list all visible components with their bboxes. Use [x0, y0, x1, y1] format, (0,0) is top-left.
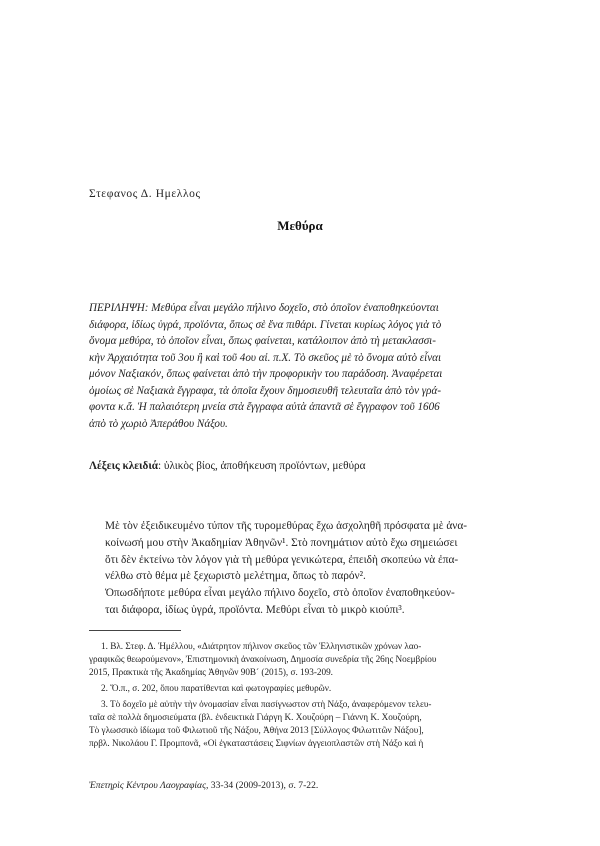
body-paragraph-1-line: κοίνωσή μου στὴν Ἀκαδημίαν Ἀθηνῶν¹. Στὸ πονημάτιον αὐτὸ ἔχω σημειώσει [105, 536, 458, 549]
body-paragraph-1-line: νέλθω στὸ θέμα μὲ ξεχωριστὸ μελέτημα, ὅπως τὸ παρόν². [105, 570, 366, 583]
footnotes [89, 640, 512, 753]
footnote-1-line: γραφικῶς θεωρούμενον», Ἐπιστημονικὴ ἀνακοίνωση, Δημοσία συνεδρία τῆς 26ης Νοεμβρίου [89, 654, 437, 664]
body-paragraph-1-line: Μὲ τὸν ἐξειδικευμένο τύπον τῆς τυρομεθύρας ἔχω ἀσχοληθῆ πρόσφατα μὲ ἀνα- [105, 520, 468, 532]
footnote-3-line: Τὸ γλωσσικὸ ἰδίωμα τοῦ Φιλωτιοῦ τῆς Νάξου, Ἀθήνα 2013 [Σύλλογος Φιλωτιτῶν Νάξου], [89, 725, 424, 735]
body-paragraph-1 [89, 518, 512, 585]
footnote-2 [89, 682, 512, 695]
abstract-line: φοντα κ.ἄ. Ἡ παλαιότερη μνεία στὰ ἔγγραφα αὐτὰ ἀπαντᾶ σὲ ἔγγραφον τοῦ 1606 [89, 401, 440, 413]
body-paragraph-2 [89, 585, 512, 619]
footnote-3-line: 3. Τὸ δοχεῖο μὲ αὐτὴν τὴν ὀνομασίαν εἶναι πασίγνωστον στὴ Νάξο, ἀναφερόμενον τελευ- [101, 699, 432, 709]
footnote-1 [89, 640, 512, 679]
abstract-line: ΠΕΡΙΛΗΨΗ: Μεθύρα εἶναι μεγάλο πήλινο δοχεῖο, στὸ ὁποῖον ἐναποθηκεύονται [89, 302, 439, 314]
body-paragraph-1-line: ὅτι δὲν ἐκτείνω τὸν λόγον γιὰ τὴ μεθύρα γενικώτερα, ἐπειδὴ σκοπεύω νὰ ἐπα- [105, 553, 459, 566]
footnote-1-line: 1. Βλ. Στεφ. Δ. Ἡμέλλου, «Διάτρητον πήλινον σκεῦος τῶν Ἑλληνιστικῶν χρόνων λαο- [101, 641, 422, 651]
author-name: Στεφανος Δ. Ημελλος [89, 188, 201, 200]
abstract-line: ὄνομα μεθύρα, τὸ ὁποῖον εἶναι, ὅπως φαίνεται, κατάλοιπον ἀπὸ τὴ μετακλασσι- [89, 335, 436, 347]
keywords [89, 458, 512, 474]
abstract [89, 300, 512, 432]
body-text [89, 518, 512, 619]
abstract-line: ὁμοίως σὲ Ναξιακὰ ἔγγραφα, τὰ ὁποῖα ἔχουν δημοσιευθῆ τελευταῖα ἀπὸ τὸν γρά- [89, 384, 442, 397]
footnote-1-line: 2015, Πρακτικὰ τῆς Ἀκαδημίας Ἀθηνῶν 90Β´ (2015), σ. 193-209. [89, 667, 333, 677]
body-paragraph-2-line: Ὁπωσδήποτε μεθύρα εἶναι μεγάλο πήλινο δοχεῖο, στὸ ὁποῖον ἐναποθηκεύον- [105, 587, 455, 600]
footnote-3-line: ταῖα σὲ πολλὰ δημοσιεύματα (βλ. ἐνδεικτικὰ Γιάργη Κ. Χουζούρη – Γιάννη Κ. Χουζούρη, [89, 712, 422, 722]
keywords-text: : ὑλικὸς βίος, ἀποθήκευση προϊόντων, μεθύρα [158, 460, 366, 472]
abstract-line: διάφορα, ἰδίως ὑγρά, προϊόντα, ὅπως σὲ ἕνα πιθάρι. Γίνεται κυρίως λόγος γιὰ τὸ [89, 318, 442, 331]
abstract-line: ἀπὸ τὸ χωριὸ Ἀπεράθου Νάξου. [89, 417, 228, 430]
abstract-line: μόνον Ναξιακόν, ὅπως φαίνεται ἀπὸ τὴν προφορικὴν του παράδοση. Ἀναφέρεται [89, 368, 443, 380]
footnote-3-line: πρβλ. Νικολάου Γ. Προμπονᾶ, «Οἱ ἐγκαταστάσεις Σιφνίων ἀγγειοπλαστῶν στὴ Νάξο καὶ ἡ [89, 738, 424, 748]
footnote-separator [89, 630, 181, 631]
abstract-line: κὴν Ἀρχαιότητα τοῦ 3ου ἢ καὶ τοῦ 4ου αἰ. π.Χ. Τὸ σκεῦος μὲ τὸ ὄνομα αὐτὸ εἶναι [89, 351, 442, 364]
body-paragraph-2-line: ται διάφορα, ἰδίως ὑγρά, προϊόντα. Μεθύρι εἶναι τὸ μικρὸ κιούπι³. [105, 603, 405, 616]
journal-citation [89, 780, 318, 791]
keywords-label: Λέξεις κλειδιά [89, 460, 159, 472]
footnote-2-line: 2. Ὅ.π., σ. 202, ὅπου παρατίθενται καὶ φωτογραφίες μεθυρῶν. [101, 683, 332, 693]
footnote-3 [89, 698, 512, 750]
journal-details: , 33-34 (2009-2013), σ. 7-22. [206, 780, 319, 791]
article-title: Μεθύρα [277, 218, 323, 233]
journal-name: Ἐπετηρὶς Κέντρου Λαογραφίας [89, 780, 206, 791]
